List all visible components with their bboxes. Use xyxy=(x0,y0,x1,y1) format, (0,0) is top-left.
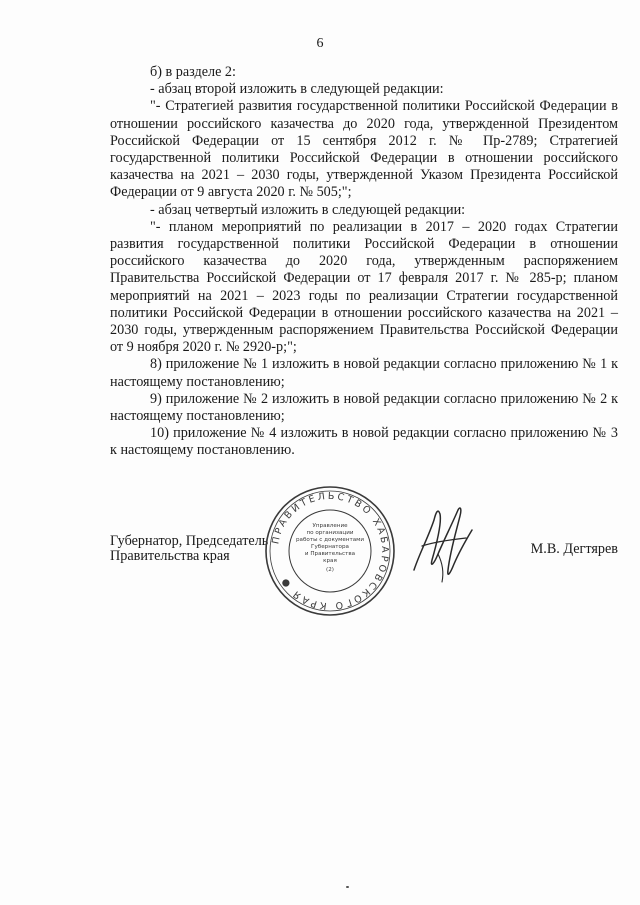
svg-text:края: края xyxy=(323,558,337,564)
official-seal-stamp xyxy=(262,483,398,619)
signatory-name: М.В. Дегтярев xyxy=(530,541,618,557)
svg-text:по организации: по организации xyxy=(306,530,354,536)
handwritten-signature xyxy=(408,500,478,586)
paragraph-abzac-2-intro: - абзац второй изложить в следующей редакции: xyxy=(150,81,444,98)
paragraph-abzac-4-text: "- планом мероприятий по реализации в 2017 – 2020 годах Стратегии развития государственной политики Российской Федерации в отношении российского казачества до 2020 года, утвержденным распоряжением Правительства Российской Федерации от 17 февраля 2017 г. № 285-р; планом мероприятий на 2021 – 2023 годы по реализации Стратегии государственной политики Российской Федерации в отношении российского казачества на 2021 – 2030 годы, утвержденным распоряжением Правительства Российской Федерации от 9 ноября 2020 г. № 2920-р;"; xyxy=(110,218,618,356)
signatory-title-line-1: Губернатор, Председатель xyxy=(110,533,269,549)
paragraph-abzac-2-text: "- Стратегией развития государственной политики Российской Федерации в отношении российского казачества до 2020 года, утвержденной Президентом Российской Федерации от 15 сентября 2012 г. № Пр-2789; Стратегией государственной политики Российской Федерации в отношении российского казачества на 2021 – 2030 годы, утвержденной Указом Президента Российской Федерации от 9 августа 2020 г. № 505;"; xyxy=(110,98,618,201)
document-body xyxy=(110,64,618,460)
svg-text:и Правительства: и Правительства xyxy=(304,551,356,557)
paragraph-item-10: 10) приложение № 4 изложить в новой редакции согласно приложению № 3 к настоящему постановлению. xyxy=(110,425,618,459)
paragraph-item-9: 9) приложение № 2 изложить в новой редакции согласно приложению № 2 к настоящему постановлению; xyxy=(110,390,618,425)
svg-text:Управление: Управление xyxy=(312,523,348,529)
signatory-title-line-2: Правительства края xyxy=(110,548,230,564)
scan-speck xyxy=(346,886,349,888)
svg-text:работы с документами: работы с документами xyxy=(296,537,364,543)
paragraph-item-8: 8) приложение № 1 изложить в новой редакции согласно приложению № 1 к настоящему постановлению; xyxy=(110,356,618,390)
paragraph-abzac-4-intro: - абзац четвертый изложить в следующей редакции: xyxy=(150,201,466,218)
svg-text:(2): (2) xyxy=(326,567,334,573)
paragraph-section-2: б) в разделе 2: xyxy=(150,64,236,80)
svg-text:Губернатора: Губернатора xyxy=(311,544,349,550)
page-number: 6 xyxy=(316,36,324,51)
svg-text:ПРАВИТЕЛЬСТВО ХАБАРОВСКОГО КРА: ПРАВИТЕЛЬСТВО ХАБАРОВСКОГО КРАЯ ● xyxy=(270,490,391,612)
